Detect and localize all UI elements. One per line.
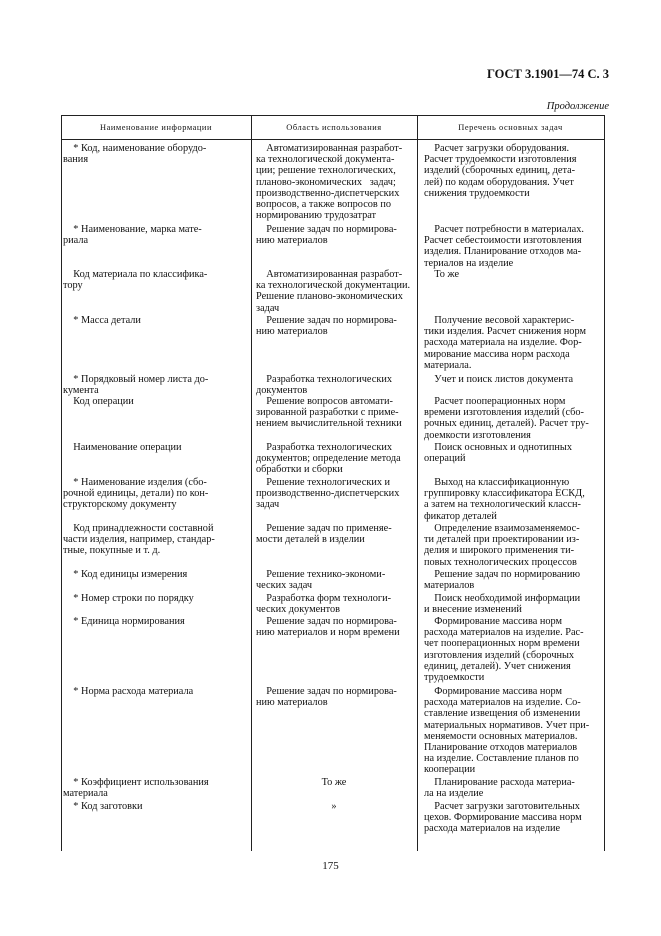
cell-area: Разработка технологических документов; определение метода обработки и сборки <box>256 442 401 476</box>
cell-name: * Масса детали <box>63 315 141 326</box>
cell-area: Решение задач по нормирова- нию материалов <box>256 686 397 709</box>
column-divider-1 <box>251 116 252 851</box>
continuation-label: Продолжение <box>546 101 609 112</box>
gost-header: ГОСТ 3.1901—74 С. 3 <box>486 67 609 81</box>
page-number: 175 <box>322 860 339 872</box>
cell-area: Решение технологических и производственно-диспетчерских задач <box>256 477 400 511</box>
cell-tasks: Решение задач по нормированию материалов <box>424 569 581 592</box>
cell-name: Код принадлежности составной части изделия, например, стандар- тные, покупные и т. д. <box>63 523 215 557</box>
cell-area: Разработка технологических документов <box>256 374 392 397</box>
cell-area: Разработка форм технологи- ческих документов <box>256 593 392 616</box>
column-divider-2 <box>417 116 418 851</box>
cell-tasks: Формирование массива норм расхода материалов на изделие. Рас- чет пооперационных норм времени изготовления изделий (сборочных единиц, деталей). Учет снижения трудоемкости <box>424 616 584 684</box>
cell-tasks: Поиск необходимой информации и внесение изменений <box>424 593 581 616</box>
cell-name: * Коэффициент использования материала <box>63 777 209 800</box>
cell-area: Решение задач по нормирова- нию материалов <box>256 224 397 247</box>
cell-name: * Наименование изделия (сбо- рочной единицы, детали) по кон- структорскому документу <box>63 477 209 511</box>
cell-tasks: Учет и поиск листов документа <box>424 374 574 385</box>
cell-area: Автоматизированная разработ- ка технологической документации. Решение планово-экономических задач <box>256 269 411 314</box>
cell-tasks: Планирование расхода материа- ла на изделие <box>424 777 575 800</box>
info-table <box>61 115 605 851</box>
cell-area: Решение задач по применяе- мости деталей в изделии <box>256 523 392 546</box>
cell-tasks: Поиск основных и однотипных операций <box>424 442 572 465</box>
cell-tasks: Выход на классификационную группировку классификатора ЕСКД, а затем на технологический классн- фикатор деталей <box>424 477 585 522</box>
table-border-left <box>61 116 62 851</box>
column-header-name: Наименование информации <box>100 123 212 132</box>
cell-name: * Единица нормирования <box>63 616 185 627</box>
cell-name: * Наименование, марка мате- риала <box>63 224 202 247</box>
cell-tasks: Расчет загрузки оборудования. Расчет трудоемкости изготовления изделий (сборочных единиц, дета- лей) по кодам оборудования. Учет снижения трудоемкости <box>424 143 577 199</box>
table-border-right <box>604 116 605 851</box>
cell-name: Наименование операции <box>63 442 182 453</box>
column-header-tasks: Перечень основных задач <box>458 123 563 132</box>
cell-tasks: Определение взаимозаменяемос- ти деталей при проектировании из- делия и широкого применения ти- повых технологических процессов <box>424 523 580 568</box>
cell-name: * Код единицы измерения <box>63 569 188 580</box>
cell-tasks: То же <box>424 269 460 280</box>
cell-area: Решение задач по нормирова- нию материалов и норм времени <box>256 616 400 639</box>
cell-name: * Норма расхода материала <box>63 686 194 697</box>
cell-area: Решение технико-экономи- ческих задач <box>256 569 386 592</box>
header-divider <box>61 139 605 140</box>
cell-tasks: Формирование массива норм расхода материалов на изделие. Со- ставление извещения об изменении материальных нормативов. Учет при- меняемости основных материалов. Планирование отходов материалов на изделие. Составление планов по кооперации <box>424 686 590 776</box>
cell-tasks: Расчет пооперационных норм времени изготовления изделий (сбо- рочных единиц, деталей). Расчет тру- доемкости изготовления <box>424 396 589 441</box>
cell-name: Код операции <box>63 396 134 407</box>
cell-name: * Код заготовки <box>63 801 143 812</box>
cell-name: * Код, наименование оборудо- вания <box>63 143 207 166</box>
cell-area: Решение вопросов автомати- зированной разработки с приме- нением вычислительной техники <box>256 396 402 430</box>
cell-area: То же <box>321 777 347 788</box>
cell-name: * Порядковый номер листа до- кумента <box>63 374 209 397</box>
cell-name: Код материала по классифика- тору <box>63 269 208 292</box>
cell-name: * Номер строки по порядку <box>63 593 194 604</box>
cell-tasks: Расчет загрузки заготовительных цехов. Формирование массива норм расхода материалов на изделие <box>424 801 582 835</box>
cell-tasks: Получение весовой характерис- тики изделия. Расчет снижения норм расхода материала на изделие. Фор- мирование массива норм расхода материала. <box>424 315 586 371</box>
cell-area: Автоматизированная разработ- ка технологической документа- ции; решение технологических, планово-экономических задач; производственно-диспетчерских вопросов, а также вопросов по нормированию трудозатрат <box>256 143 403 222</box>
cell-tasks: Расчет потребности в материалах. Расчет себестоимости изготовления изделия. Планирование отходов ма- териалов на изделие <box>424 224 584 269</box>
cell-area: Решение задач по нормирова- нию материалов <box>256 315 397 338</box>
cell-area: » <box>331 801 337 812</box>
column-header-area: Область использования <box>286 123 382 132</box>
